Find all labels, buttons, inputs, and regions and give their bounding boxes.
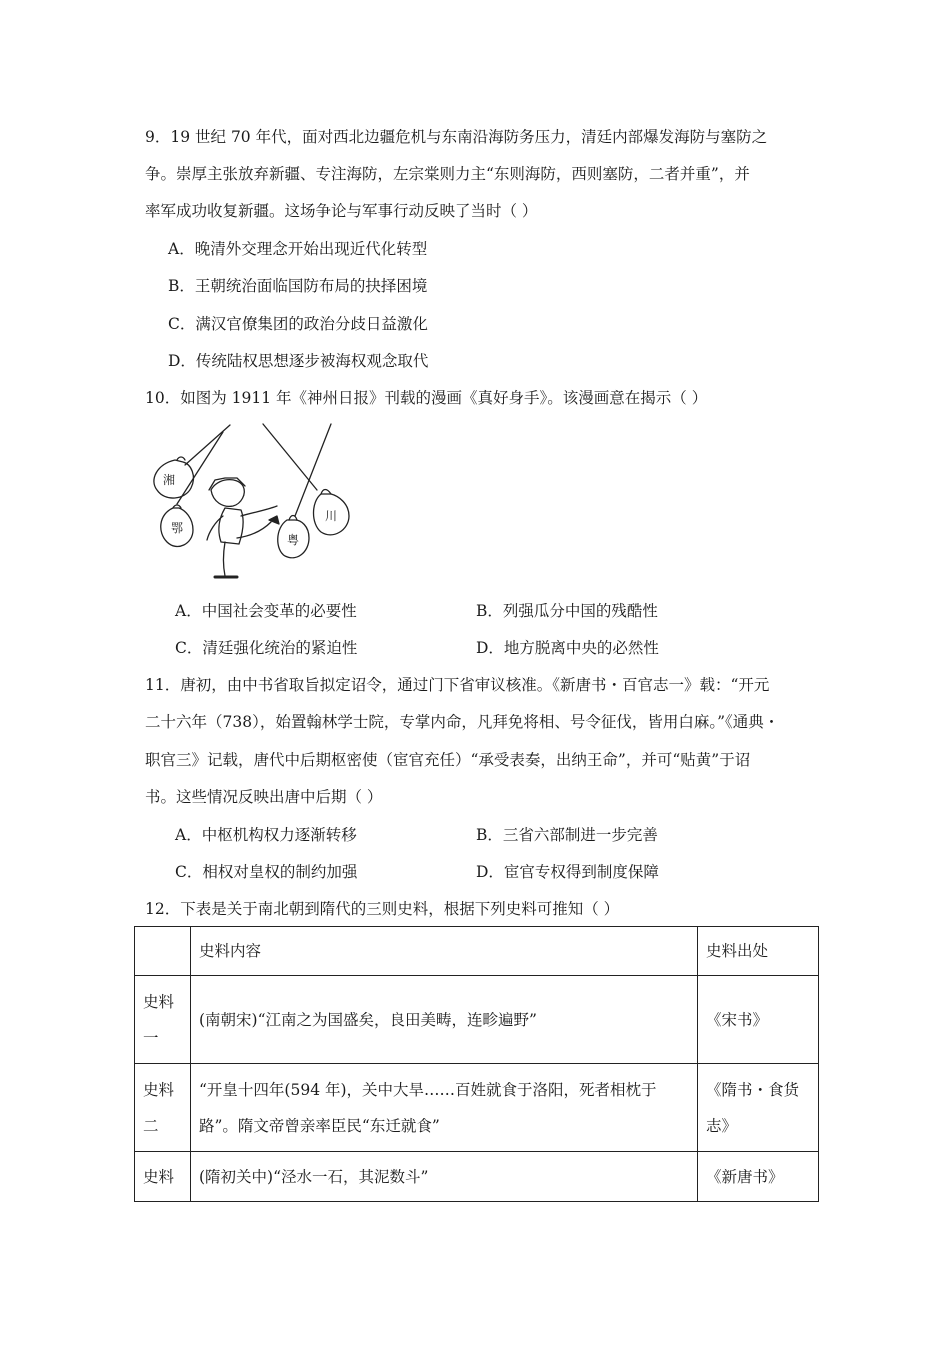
q11-option-d: D．宦官专权得到制度保障 — [476, 863, 659, 881]
table-header-cell — [135, 927, 191, 976]
q10-stem: 10．如图为 1911 年《神州日报》刊载的漫画《真好身手》。该漫画意在揭示（ ） — [145, 389, 708, 407]
row-content-cell: “开皇十四年(594 年)，关中大旱……百姓就食于洛阳，死者相枕于路”。隋文帝曾亲率臣民“东迁就食” — [191, 1064, 698, 1152]
q9-option-a: A．晚清外交理念开始出现近代化转型 — [168, 240, 428, 258]
q9-stem-line-3: 率军成功收复新疆。这场争论与军事行动反映了当时（ ） — [145, 202, 538, 220]
row-label-cell: 史料 — [135, 1152, 191, 1202]
q11-stem-line-3: 职官三》记载，唐代中后期枢密使（宦官充任）“承受表奏，出纳王命”，并可“贴黄”于诏 — [145, 751, 751, 769]
bag-label: 湘 — [163, 473, 176, 487]
row-source-cell: 《新唐书》 — [698, 1152, 819, 1202]
q12-stem: 12．下表是关于南北朝到隋代的三则史料，根据下列史料可推知（ ） — [145, 900, 620, 918]
row-source-cell: 《宋书》 — [698, 976, 819, 1064]
row-content-cell: (南朝宋)“江南之为国盛矣，良田美畴，连畛遍野” — [191, 976, 698, 1064]
q11-stem-line-4: 书。这些情况反映出唐中后期（ ） — [145, 788, 383, 806]
q9-option-d: D．传统陆权思想逐步被海权观念取代 — [168, 352, 429, 370]
q10-option-d: D．地方脱离中央的必然性 — [476, 639, 659, 657]
row-source-cell: 《隋书・食货志》 — [698, 1064, 819, 1152]
q11-option-a: A．中枢机构权力逐渐转移 — [175, 826, 357, 844]
figure-leg — [224, 542, 226, 576]
figure-head — [211, 480, 244, 507]
q11-option-b: B．三省六部制进一步完善 — [476, 826, 658, 844]
q11-stem-line-1: 11．唐初，由中书省取旨拟定诏令，通过门下省审议核准。《新唐书・百官志一》载：“开元 — [145, 676, 770, 694]
q9-stem-line-1: 9．19 世纪 70 年代，面对西北边疆危机与东南沿海防务压力，清廷内部爆发海防与塞防之 — [145, 128, 768, 146]
bag-label: 鄂 — [171, 521, 184, 535]
cartoon-image — [145, 420, 360, 585]
figure-body — [219, 508, 243, 544]
table-row — [135, 1152, 819, 1202]
table-header-cell: 史料出处 — [698, 927, 819, 976]
figure-arm — [241, 506, 277, 516]
q11-option-c: C．相权对皇权的制约加强 — [175, 863, 358, 881]
q10-option-a: A．中国社会变革的必要性 — [175, 602, 357, 620]
table-header-cell: 史料内容 — [191, 927, 698, 976]
q9-stem-line-2: 争。崇厚主张放弃新疆、专注海防，左宗棠则力主“东则海防，西则塞防，二者并重”，并 — [145, 165, 750, 183]
q9-option-b: B．王朝统治面临国防布局的抉择困境 — [168, 277, 428, 295]
q10-option-b: B．列强瓜分中国的残酷性 — [476, 602, 658, 620]
string-line — [185, 425, 230, 465]
string-line — [177, 432, 223, 504]
bag-label: 川 — [325, 509, 338, 523]
table-row — [135, 1064, 819, 1152]
q10-option-c: C．清廷强化统治的紧迫性 — [175, 639, 358, 657]
table-row — [135, 976, 819, 1064]
bag-label: 粤 — [287, 533, 300, 547]
table-header-row — [135, 927, 819, 976]
source-table — [134, 926, 819, 1202]
q11-stem-line-2: 二十六年（738），始置翰林学士院，专掌内命，凡拜免将相、号令征伐，皆用白麻。”《通典・ — [145, 713, 780, 731]
q9-option-c: C．满汉官僚集团的政治分歧日益激化 — [168, 315, 428, 333]
row-label-cell: 史料二 — [135, 1064, 191, 1152]
row-content-cell: (隋初关中)“泾水一石，其泥数斗” — [191, 1152, 698, 1202]
row-label-cell: 史料一 — [135, 976, 191, 1064]
